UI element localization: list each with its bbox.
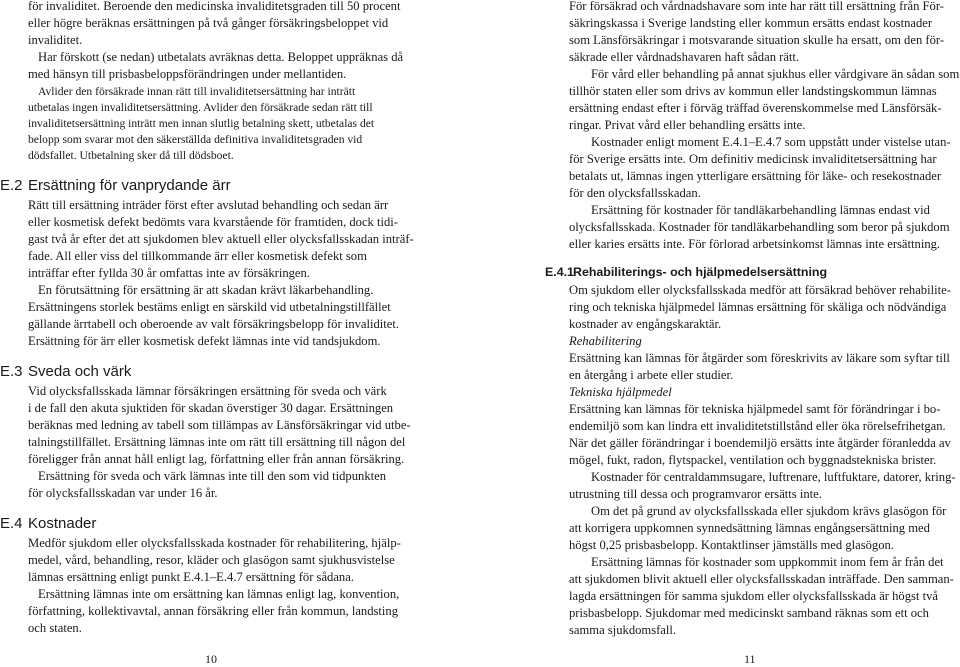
note-text-line: utbetalas ingen invaliditetsersättning. Avlider den försäkrade sedan rätt till — [28, 101, 373, 114]
body-text-line: för olycksfallsskadan var under 16 år. — [28, 486, 218, 500]
subsection-number: E.4.1 — [545, 265, 574, 279]
body-text-line: Kostnader för centraldammsugare, luftrenare, luftfuktare, datorer, kring- — [591, 470, 956, 484]
body-text-line: eller högre beräknas ersättningen på två gånger försäkringsbeloppet vid — [28, 16, 389, 30]
body-text-line: Ersättning för kostnader för tandläkarbehandling lämnas endast vid — [591, 203, 930, 217]
body-text-line: eller karies ersätts inte. För förlorad arbetsinkomst lämnas inte ersättning. — [569, 237, 941, 251]
body-text-line: ringar. Privat vård eller behandling ersätts inte. — [569, 118, 806, 132]
body-text-line: Ersättningens storlek bestäms enligt en särskild vid utbetalningstillfället — [28, 300, 391, 314]
body-text-line: Kostnader enligt moment E.4.1–E.4.7 som uppstått under vistelse utan- — [591, 135, 951, 149]
body-text-line: inträffar efter fyllda 30 år omfattas inte av försäkringen. — [28, 266, 310, 280]
body-text-line: i de fall den akuta sjuktiden för skadan överstiger 30 dagar. Ersättningen — [28, 401, 394, 415]
body-text-line: för invaliditet. Beroende den medicinska invaliditetsgraden till 50 procent — [28, 0, 401, 13]
body-text-line: en återgång i arbete eller studier. — [569, 368, 734, 382]
body-text-line: beräknas med ledning av tabell som tillämpas av Länsförsäkringar vid utbe- — [28, 418, 411, 432]
body-text-line: Ersättning kan lämnas för tekniska hjälpmedel samt för förändringar i bo- — [569, 402, 941, 416]
body-text-line: Ersättning lämnas inte om ersättning kan lämnas enligt lag, konvention, — [38, 587, 400, 601]
body-text-line: När det gäller förändringar i boendemiljö ersätts inte åtgärder föranledda av — [569, 436, 951, 450]
body-text-line: lagda ersättningen för samma sjukdom eller olycksfallsskada är högst två — [569, 589, 938, 603]
subsection-heading: Rehabiliterings- och hjälpmedelsersättning — [573, 265, 828, 279]
body-text-line: lämnas ersättning enligt punkt E.4.1–E.4.7 ersättning för sådana. — [28, 570, 354, 584]
body-text-line: föreligger från annat håll enligt lag, författning eller från annan försäkring. — [28, 452, 405, 466]
body-text-line: kostnader av engångskaraktär. — [569, 317, 722, 331]
body-text-line: säkringskassa i Sverige landsting eller kommun ersätts endast kostnader — [569, 16, 933, 30]
note-text-line: belopp som svarar mot den säkerställda definitiva invaliditetsgraden vid — [28, 133, 363, 146]
section-heading: Sveda och värk — [28, 363, 132, 380]
body-text-line: prisbasbelopp. Sjukdomar med medicinskt samband räknas som ett och — [569, 606, 929, 620]
body-text-line: Rätt till ersättning inträder först efter avslutad behandling och sedan ärr — [28, 198, 389, 212]
body-text-line: betalats ut, lämnas ingen ytterligare ersättning för läke- och resekostnader — [569, 169, 942, 183]
section-number: E.4 — [0, 515, 23, 532]
body-text-line: utrustning till dessa och programvaror ersätts inte. — [569, 487, 822, 501]
body-text-line: medel, vård, behandling, resor, kläder och glasögon samt sjukhusvistelse — [28, 553, 395, 567]
body-text-line: mögel, fukt, radon, flytspackel, ventilation och byggnadstekniska brister. — [569, 453, 937, 467]
body-text-line: gällande ärrtabell och oberoende av valt försäkringsbelopp för invaliditet. — [28, 317, 400, 331]
body-text-line: och staten. — [28, 621, 82, 635]
body-text-line: ersättning endast efter i förväg träffad överenskommelse med Länsförsäk- — [569, 101, 942, 115]
page-number: 10 — [205, 652, 217, 666]
body-text-line: En förutsättning för ersättning är att skadan krävt läkarbehandling. — [38, 283, 374, 297]
section-heading: Kostnader — [28, 515, 97, 532]
section-number: E.2 — [0, 177, 23, 194]
body-text-line: som Länsförsäkringar i motsvarande situation skulle ha ersatt, om den för- — [569, 33, 945, 47]
body-text-line: eller kosmetisk defekt bedömts vara kvarstående för framtiden, dock tidi- — [28, 215, 398, 229]
body-text-line: Ersättning kan lämnas för åtgärder som föreskrivits av läkare som syftar till — [569, 351, 950, 365]
body-text-line: författning, kollektivavtal, annan försäkring eller från kommun, landsting — [28, 604, 399, 618]
section-number: E.3 — [0, 363, 23, 380]
note-text-line: dödsfallet. Utbetalning sker då till dödsboet. — [28, 149, 234, 162]
body-text-line: fade. All eller viss del tillkommande ärr eller kosmetisk defekt som — [28, 249, 367, 263]
note-text-line: invaliditetsersättning inträtt men innan slutlig betalning skett, utbetalas det — [28, 117, 375, 130]
body-text-line: endemiljö som kan lindra ett invaliditetstillstånd eller öka rörelsefrihetgan. — [569, 419, 946, 433]
body-text-line: talningstillfället. Ersättning lämnas inte om rätt till ersättning till någon del — [28, 435, 406, 449]
body-text-line: Om sjukdom eller olycksfallsskada medför att försäkrad behöver rehabilite- — [569, 283, 951, 297]
body-text-line: att sjukdomen blivit aktuell eller olycksfallsskadan inträffade. Den samman- — [569, 572, 954, 586]
body-text-line: Ersättning för sveda och värk lämnas inte till den som vid tidpunkten — [38, 469, 387, 483]
body-text-line: säkrade eller vårdnadshavaren haft sådan rätt. — [569, 50, 800, 64]
body-text-line: invaliditet. — [28, 33, 83, 47]
body-text-line: med hänsyn till prisbasbeloppsförändringen under mellantiden. — [28, 67, 347, 81]
body-text-line: tillhör staten eller som drivs av kommun eller landstingskommun lämnas — [569, 84, 937, 98]
page-number: 11 — [744, 652, 756, 666]
note-text-line: Avlider den försäkrade innan rätt till invaliditetsersättning har inträtt — [38, 85, 356, 98]
body-text-line: ring och tekniska hjälpmedel lämnas ersättning för skäliga och nödvändiga — [569, 300, 947, 314]
body-text-line: För försäkrad och vårdnadshavare som inte har rätt till ersättning från För- — [569, 0, 944, 13]
body-text-line: Har förskott (se nedan) utbetalats avräknas detta. Beloppet uppräknas då — [38, 50, 404, 64]
body-text-line: samma sjukdomsfall. — [569, 623, 677, 637]
body-text-line: för den olycksfallsskadan. — [569, 186, 701, 200]
section-heading: Ersättning för vanprydande ärr — [28, 177, 231, 194]
body-text-line: högst 0,25 prisbasbelopp. Kontaktlinser jämställs med glasögon. — [569, 538, 894, 552]
body-text-line: olycksfallsskada. Kostnader för tandläkarbehandling som beror på sjukdom — [569, 220, 950, 234]
body-text-line: att korrigera uppkomnen synnedsättning lämnas engångsersättning med — [569, 521, 930, 535]
body-text-line: Ersättning lämnas för kostnader som uppkommit inom fem år från det — [591, 555, 944, 569]
body-text-line: gast två år efter det att sjukdomen blev aktuell eller olycksfallsskadan inträf- — [28, 232, 414, 246]
body-text-line: Medför sjukdom eller olycksfallsskada kostnader för rehabilitering, hjälp- — [28, 536, 401, 550]
tech-aids-heading: Tekniska hjälpmedel — [569, 385, 672, 399]
body-text-line: för Sverige ersätts inte. Om definitiv medicinsk invaliditetsersättning har — [569, 152, 937, 166]
body-text-line: Vid olycksfallsskada lämnar försäkringen ersättning för sveda och värk — [28, 384, 387, 398]
body-text-line: För vård eller behandling på annat sjukhus eller vårdgivare än sådan som — [591, 67, 960, 81]
body-text-line: Om det på grund av olycksfallsskada eller sjukdom krävs glasögon för — [591, 504, 947, 518]
body-text-line: Ersättning för ärr eller kosmetisk defekt lämnas inte vid tandsjukdom. — [28, 334, 381, 348]
rehab-heading: Rehabilitering — [569, 334, 642, 348]
